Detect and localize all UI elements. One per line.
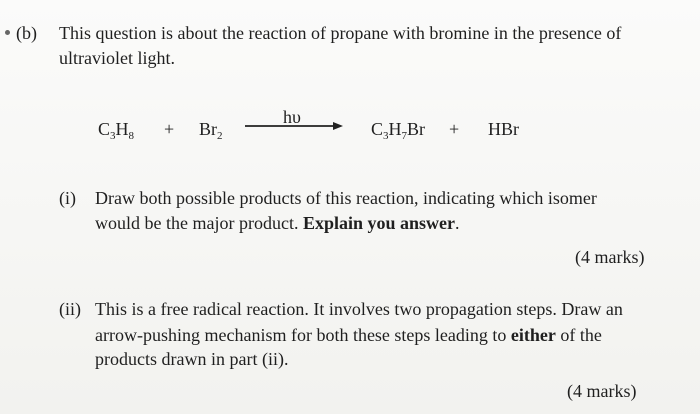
part-ii-line-1: This is a free radical reaction. It involves two propagation steps. Draw an <box>95 299 623 319</box>
product-hydrogen-bromide: HBr <box>488 119 519 139</box>
reaction-condition: hυ <box>283 107 301 127</box>
plus-sign-2: + <box>449 119 460 139</box>
part-ii-marks: (4 marks) <box>567 381 637 401</box>
reactant-1-sub-1: 3 <box>110 130 116 142</box>
reactant-2-base: Br <box>199 119 217 139</box>
part-i-marks: (4 marks) <box>575 247 645 267</box>
reactant-propane <box>98 120 134 142</box>
part-ii-bold-word: either <box>510 325 556 345</box>
part-i-line-1: Draw both possible products of this reaction, indicating which isomer <box>95 188 597 208</box>
product-1-sub-2: 7 <box>401 130 408 142</box>
part-i-line-2-prefix: would be the major product. <box>95 213 303 233</box>
product-1-sub-1: 3 <box>383 130 389 142</box>
part-ii-line-2 <box>95 326 602 344</box>
question-label: (b) <box>16 23 37 43</box>
reactant-1-sub-2: 8 <box>128 130 135 142</box>
reaction-arrow-icon <box>245 118 343 134</box>
part-i-line-2-suffix: . <box>455 213 460 233</box>
product-1-base: C <box>371 119 384 139</box>
plus-sign-1: + <box>164 119 175 139</box>
product-1-mid: H <box>388 119 402 139</box>
reactant-bromine <box>199 120 223 142</box>
part-i-bold-instruction: Explain you answer <box>302 213 455 233</box>
intro-line-2: ultraviolet light. <box>59 48 175 68</box>
part-ii-label: (ii) <box>59 299 81 319</box>
reactant-1-mid: H <box>115 119 129 139</box>
part-ii-line-2-prefix: arrow-pushing mechanism for both these steps leading to <box>95 325 511 345</box>
part-ii-line-3: products drawn in part (ii). <box>95 349 289 369</box>
part-i-line-2 <box>95 214 460 232</box>
product-bromopropane <box>371 120 425 142</box>
reactant-2-sub: 2 <box>217 130 223 142</box>
product-1-end: Br <box>407 119 426 139</box>
intro-line-1: This question is about the reaction of propane with bromine in the presence of <box>59 23 622 43</box>
reactant-1-base: C <box>98 119 111 139</box>
margin-dot <box>5 30 10 35</box>
part-ii-line-2-suffix: of the <box>555 325 602 345</box>
part-i-label: (i) <box>59 188 76 208</box>
